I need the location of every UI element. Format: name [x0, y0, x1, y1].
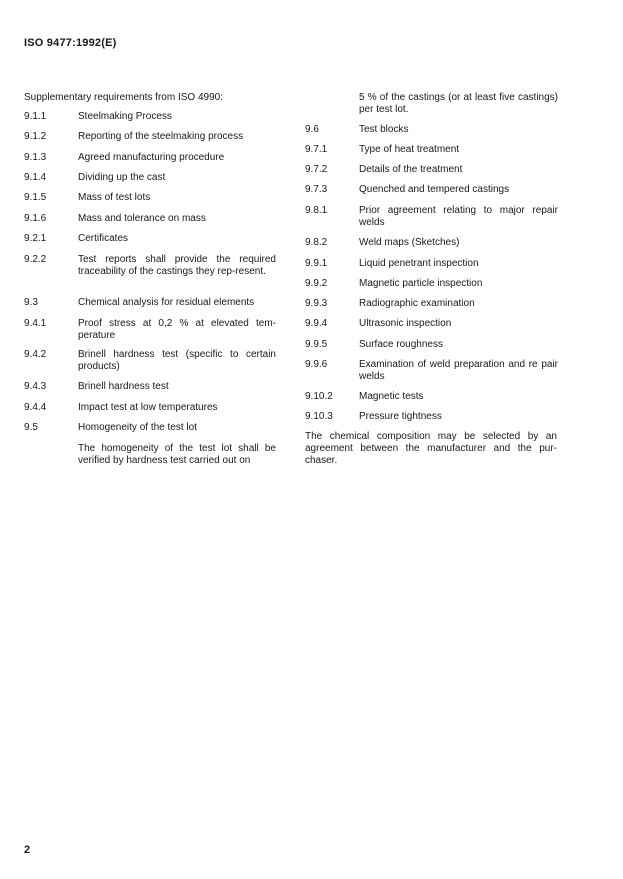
- clause-number: 9.1.4: [24, 172, 47, 183]
- clause-number: 9.7.3: [305, 184, 328, 195]
- clause-text: Quenched and tempered castings: [359, 184, 510, 195]
- clause-item: [305, 205, 558, 229]
- clause-text: Agreed manufacturing procedure: [78, 152, 225, 163]
- clause-text: Liquid penetrant inspection: [359, 258, 479, 269]
- clause-text: Impact test at low temperatures: [78, 402, 218, 413]
- clause-text: Mass and tolerance on mass: [78, 213, 206, 224]
- clause-item: [24, 254, 276, 278]
- clause-item: [305, 258, 558, 270]
- clause-item: [305, 124, 558, 136]
- clause-item: [24, 422, 276, 434]
- clause-item: [24, 172, 276, 184]
- clause-text: Steelmaking Process: [78, 111, 172, 122]
- clause-text: Certificates: [78, 233, 129, 244]
- clause-item: [305, 391, 558, 403]
- clause-text: Ultrasonic inspection: [359, 318, 452, 329]
- clause-number: 9.1.3: [24, 152, 47, 163]
- clause-item: [24, 111, 276, 123]
- clause-text: Test reports shall provide the required traceability of the castings they rep-resent.: [78, 254, 276, 277]
- clause-item: [24, 192, 276, 204]
- clause-number: 9.2.2: [24, 254, 47, 265]
- clause-text: Magnetic tests: [359, 391, 424, 402]
- clause-number: 9.1.6: [24, 213, 47, 224]
- clause-number: 9.9.2: [305, 278, 328, 289]
- clause-item: [24, 131, 276, 143]
- clause-number: 9.9.3: [305, 298, 328, 309]
- clause-text: Chemical analysis for residual elements: [78, 297, 255, 308]
- clause-number: 9.8.1: [305, 205, 328, 216]
- clause-text: Mass of test lots: [78, 192, 151, 203]
- clause-text: Reporting of the steelmaking process: [78, 131, 244, 142]
- intro-text: Supplementary requirements from ISO 4990:: [24, 92, 223, 103]
- clause-text: Pressure tightness: [359, 411, 442, 422]
- clause-text: Test blocks: [359, 124, 409, 135]
- homogeneity-paragraph: The homogeneity of the test lot shall be verified by hardness test carried out on: [78, 443, 276, 466]
- clause-item: [24, 297, 276, 309]
- clause-item: [305, 318, 558, 330]
- page-number: 2: [24, 844, 31, 856]
- clause-number: 9.9.4: [305, 318, 328, 329]
- clause-item: [24, 213, 276, 225]
- clause-item: [305, 164, 558, 176]
- clause-item: [305, 298, 558, 310]
- clause-text: Brinell hardness test: [78, 381, 169, 392]
- clause-number: 9.4.2: [24, 349, 47, 360]
- clause-text: Magnetic particle inspection: [359, 278, 483, 289]
- clause-number: 9.9.6: [305, 359, 328, 370]
- clause-number: 9.6: [305, 124, 319, 135]
- clause-item: [24, 318, 276, 342]
- clause-number: 9.1.2: [24, 131, 47, 142]
- clause-text: Surface roughness: [359, 339, 443, 350]
- clause-item: [305, 411, 558, 423]
- clause-number: 9.4.1: [24, 318, 47, 329]
- clause-number: 9.3: [24, 297, 38, 308]
- clause-item: [24, 402, 276, 414]
- clause-text: Homogeneity of the test lot: [78, 422, 197, 433]
- clause-text: Brinell hardness test (specific to certain products): [78, 349, 276, 372]
- clause-number: 9.4.3: [24, 381, 47, 392]
- clause-number: 9.7.1: [305, 144, 328, 155]
- clause-item: [24, 381, 276, 393]
- clause-number: 9.7.2: [305, 164, 328, 175]
- clause-text: Examination of weld preparation and re pair welds: [359, 359, 558, 382]
- clause-item: [24, 152, 276, 164]
- clause-item: [305, 278, 558, 290]
- clause-text: Details of the treatment: [359, 164, 463, 175]
- clause-number: 9.1.5: [24, 192, 47, 203]
- clause-number: 9.10.2: [305, 391, 333, 402]
- closing-paragraph: The chemical composition may be selected by an agreement between the manufacturer and the pur-chaser.: [305, 431, 557, 466]
- clause-number: 9.2.1: [24, 233, 47, 244]
- clause-item: [24, 349, 276, 373]
- clause-text: Weld maps (Sketches): [359, 237, 460, 248]
- clause-item: [305, 359, 558, 383]
- document-header: ISO 9477:1992(E): [24, 37, 117, 49]
- clause-number: 9.9.5: [305, 339, 328, 350]
- clause-text: Proof stress at 0,2 % at elevated tem-perature: [78, 318, 276, 341]
- clause-item: [305, 144, 558, 156]
- homogeneity-paragraph-continued: 5 % of the castings (or at least five castings) per test lot.: [359, 92, 558, 115]
- clause-number: 9.8.2: [305, 237, 328, 248]
- clause-text: Prior agreement relating to major repair welds: [359, 205, 558, 228]
- clause-text: Type of heat treatment: [359, 144, 460, 155]
- clause-item: [24, 233, 276, 245]
- clause-number: 9.10.3: [305, 411, 333, 422]
- clause-text: Radiographic examination: [359, 298, 475, 309]
- clause-number: 9.5: [24, 422, 38, 433]
- clause-item: [305, 339, 558, 351]
- clause-item: [305, 184, 558, 196]
- clause-number: 9.9.1: [305, 258, 328, 269]
- clause-number: 9.4.4: [24, 402, 47, 413]
- clause-number: 9.1.1: [24, 111, 47, 122]
- clause-item: [305, 237, 558, 249]
- clause-text: Dividing up the cast: [78, 172, 166, 183]
